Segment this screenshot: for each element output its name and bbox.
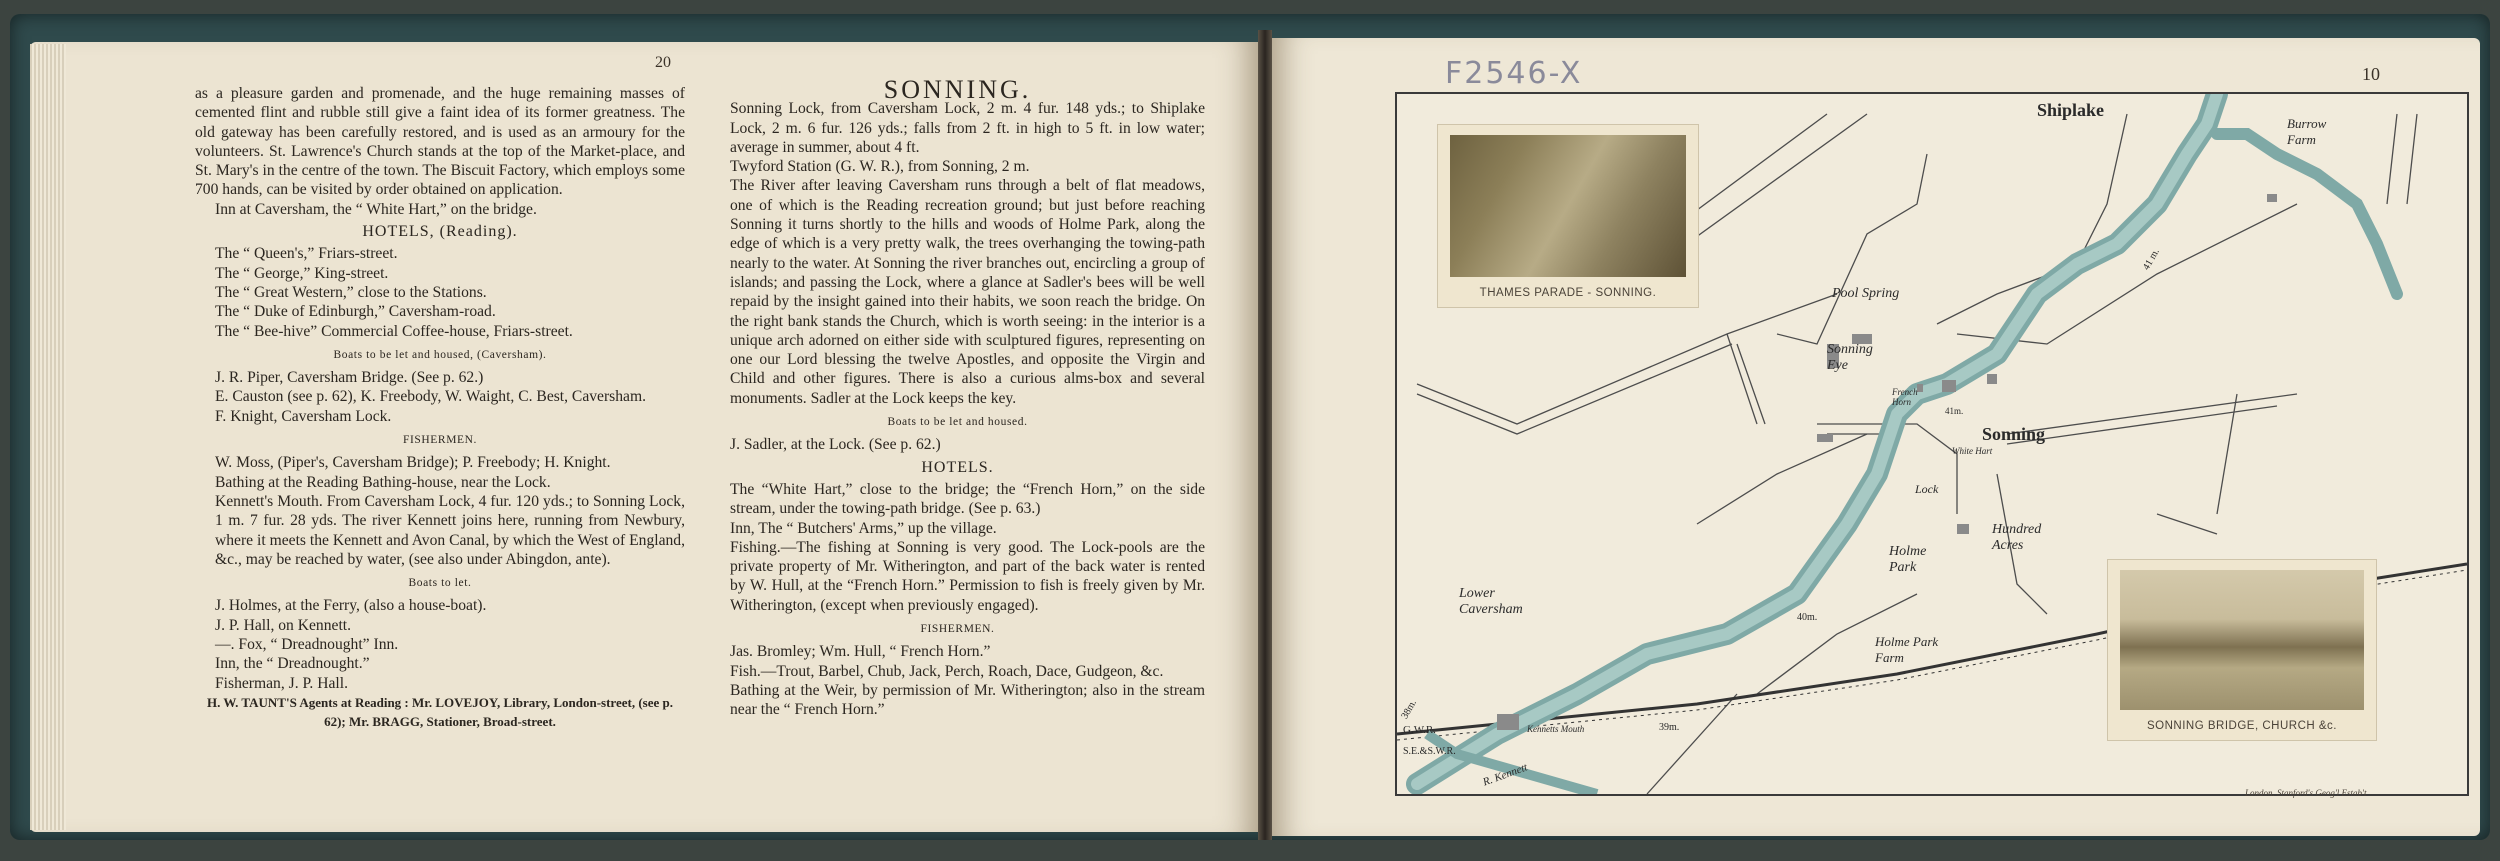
text-paragraph: J. Holmes, at the Ferry, (also a house-boat). [215, 597, 487, 615]
label-39m: 39m. [1659, 722, 1680, 733]
page-number-right: 10 [2362, 64, 2380, 84]
label-hundred-acres: Hundred Acres [1992, 522, 2042, 553]
text-paragraph: as a pleasure garden and promenade, and the huge remaining masses of cemented flint and rubble still give a faint idea of its former greatness. The old gateway has been carefully restored, and is used as an armoury for the volunteers. St. Lawrence's Church stands at the top of the Market-place, and St. Mary's in the centre of the town. The Biscuit Factory, which employs some 700 hands, can be visited by order obtained on application. [195, 85, 685, 199]
text-paragraph: J. Sadler, at the Lock. (See p. 62.) [730, 436, 941, 454]
label-french-horn: French Horn [1892, 387, 1918, 407]
text-paragraph: Inn, the “ Dreadnought.” [215, 655, 370, 673]
label-sonning-eye: Sonning Eye [1827, 342, 1873, 373]
label-kennett-mouth: Kennetts Mouth [1527, 724, 1585, 734]
text-paragraph: Bathing at the Reading Bathing-house, near the Lock. [215, 473, 551, 491]
photo-thames-parade [1437, 124, 1699, 308]
text-paragraph: —. Fox, “ Dreadnought” Inn. [215, 636, 399, 654]
section-heading: HOTELS, (Reading). [362, 223, 518, 241]
text-paragraph: Fish.—Trout, Barbel, Chub, Jack, Perch, Roach, Dace, Gudgeon, &c. [730, 662, 1164, 680]
text-paragraph: Twyford Station (G. W. R.), from Sonning, 2 m. [730, 158, 1030, 176]
sub-heading: FISHERMEN. [920, 623, 995, 636]
text-paragraph: J. R. Piper, Caversham Bridge. (See p. 62.) [215, 369, 484, 387]
label-40m: 40m. [1797, 612, 1818, 623]
text-paragraph: The River after leaving Caversham runs through a belt of flat meadows, one of which is the Reading recreation ground; but just before reaching Sonning it turns shortly to the hills and woods of Holme Park, along the edge of which is a very pretty walk, the trees overhanging the towing-path nearly to the water. At Sonning the river branches out, encircling a group of islands; and passing the Lock, where a glance at Sadler's bees will be well repaid by the insight gained into their habits, we soon reach the bridge. On the right bank stands the Church, which is worth seeing: in the interior is a unique arch adorned on either side with sculptured figures, representing on one our Lord blessing the twelve Apostles, and opposite the Virgin and Child and other figures. There is also a curious alms-box and several monuments. Sadler at the Lock keeps the key. [730, 177, 1205, 407]
text-paragraph: The “ Queen's,” Friars-street. [215, 245, 398, 263]
text-paragraph: W. Moss, (Piper's, Caversham Bridge); P. Freebody; H. Knight. [215, 454, 611, 472]
text-paragraph: Sonning Lock, from Caversham Lock, 2 m. 4 fur. 148 yds.; to Shiplake Lock, 2 m. 6 fur. 126 yds.; falls from 2 ft. in high to 5 ft. in low water; average in summer, about 4 ft. [730, 100, 1205, 156]
right-column [710, 75, 1205, 720]
page-edges [30, 44, 66, 830]
label-sonning: Sonning [1982, 424, 2046, 444]
text-paragraph: H. W. TAUNT'S Agents at Reading : Mr. LOVEJOY, Library, London-street, (see p. 62); Mr. BRAGG, Stationer, Broad-street. [206, 694, 673, 730]
photo-sonning-bridge [2107, 559, 2377, 741]
label-pool-spring: Pool Spring [1832, 286, 1900, 301]
text-paragraph: E. Causton (see p. 62), K. Freebody, W. Waight, C. Best, Caversham. [215, 388, 646, 406]
left-column [195, 84, 685, 732]
label-41m-north: 41 m. [2140, 246, 2162, 273]
photo-caption-top: THAMES PARADE - SONNING. [1479, 287, 1657, 299]
page-number-left: 20 [655, 54, 671, 71]
text-paragraph: The “ Bee-hive” Commercial Coffee-house, Friars-street. [215, 322, 573, 340]
book-gutter [1258, 30, 1272, 840]
sub-heading: Boats to be let and housed, (Caversham). [333, 348, 547, 361]
text-paragraph: Inn at Caversham, the “ White Hart,” on the bridge. [215, 200, 537, 218]
text-paragraph: F. Knight, Caversham Lock. [215, 407, 392, 425]
text-paragraph: Bathing at the Weir, by permission of Mr. Witherington; also in the stream near the “ French Horn.” [730, 681, 1205, 719]
text-paragraph: Fishing.—The fishing at Sonning is very good. The Lock-pools are the private property of Mr. Witherington, and part of the back water is rented by W. Hull, at the “French Horn.” Permission to fish is freely given by Mr. Witherington, (except when previously engaged). [730, 538, 1205, 614]
label-burrow-farm: Burrow Farm [2287, 116, 2327, 147]
text-paragraph: The “ Duke of Edinburgh,” Caversham-road. [215, 303, 496, 321]
sub-heading: Boats to be let and housed. [887, 416, 1028, 429]
section-title: SONNING. [883, 75, 1032, 104]
text-paragraph: The “ Great Western,” close to the Stations. [215, 283, 487, 301]
text-paragraph: The “ George,” King-street. [215, 264, 389, 282]
text-paragraph: J. P. Hall, on Kennett. [215, 616, 352, 634]
text-paragraph: Kennett's Mouth. From Caversham Lock, 4 fur. 120 yds.; to Sonning Lock, 1 m. 7 fur. 28 yds. The river Kennett joins here, running from Newbury, where it meets the Kennett and Avon Canal, by which the West of England, &c., may be reached by water, (see also under Abingdon, ante). [215, 492, 685, 568]
label-41m: 41m. [1945, 406, 1964, 416]
label-holme-park-farm: Holme Park Farm [1875, 634, 1939, 665]
text-paragraph: Jas. Bromley; Wm. Hull, “ French Horn.” [730, 643, 991, 661]
label-lower-caversham: Lower Caversham [1459, 586, 1523, 617]
text-paragraph: The “White Hart,” close to the bridge; the “French Horn,” on the side stream, under the towing-path bridge. (See p. 63.) [730, 480, 1205, 518]
text-paragraph: Fisherman, J. P. Hall. [215, 674, 348, 692]
label-sersr: S.E.&S.W.R. [1403, 746, 1456, 757]
label-holme-park: Holme Park [1889, 544, 1927, 575]
sub-heading: FISHERMEN. [402, 434, 478, 447]
label-gwr: G.W.R. [1403, 724, 1436, 736]
left-page [30, 42, 1258, 832]
label-lock: Lock [1915, 482, 1939, 496]
label-r-kennett: R. Kennett [1481, 761, 1530, 789]
map-frame [1395, 92, 2469, 796]
map-imprint: London. Stanford's Geog'l Estab't [2245, 788, 2367, 798]
text-paragraph: Inn, The “ Butchers' Arms,” up the village. [730, 519, 997, 537]
pencil-note-top: F2546-X [1445, 56, 1583, 91]
label-white-hart: White Hart [1952, 446, 1993, 456]
label-shiplake: Shiplake [2037, 100, 2105, 120]
label-38m: 38m. [1399, 697, 1419, 722]
section-heading: HOTELS. [921, 458, 994, 476]
sub-heading: Boats to let. [408, 577, 472, 590]
photo-caption-bottom: SONNING BRIDGE, CHURCH &c. [2147, 720, 2337, 732]
